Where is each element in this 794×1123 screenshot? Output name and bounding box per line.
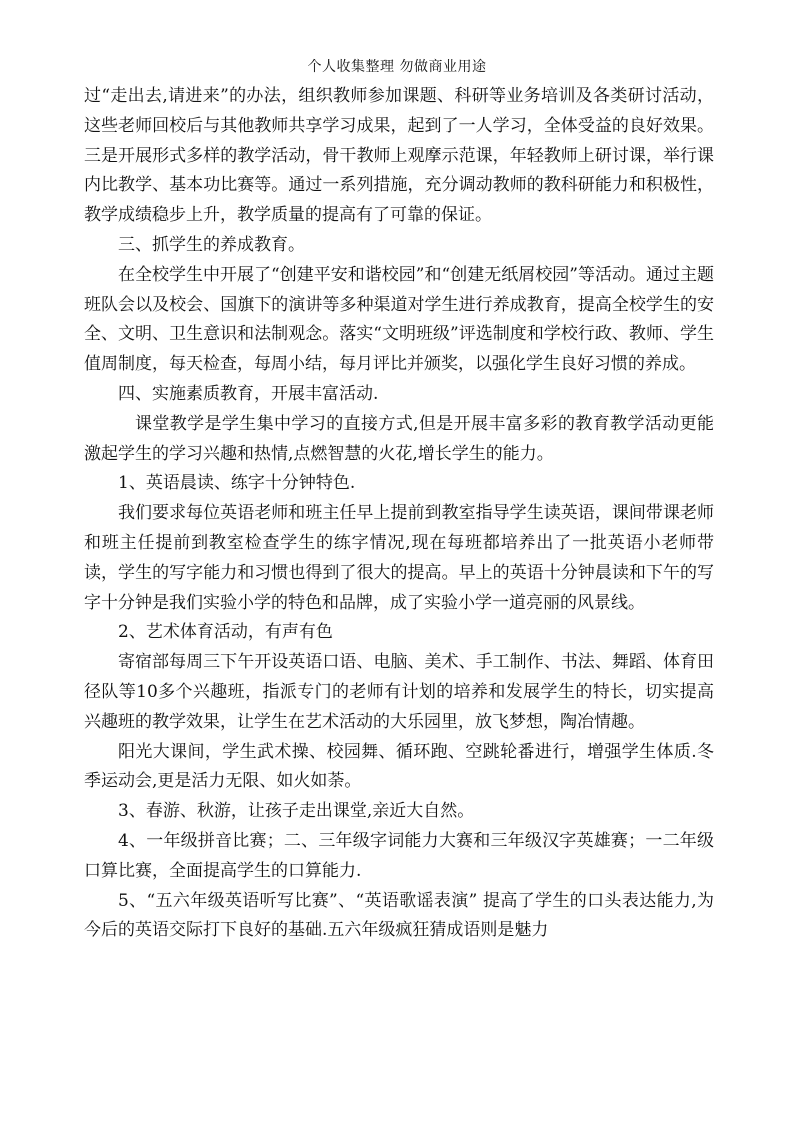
- paragraph-habits: 在全校学生中开展了“创建平安和谐校园”和“创建无纸屑校园”等活动。通过主题班队会以及校会、国旗下的演讲等多种渠道对学生进行养成教育，提高全校学生的安全、文明、卫生意识和法制观念。落实“文明班级”评选制度和学校行政、教师、学生值周制度，每天检查，每周小结，每月评比并颁奖，以强化学生良好习惯的养成。: [84, 264, 714, 375]
- item-competitions: 4、一年级拼音比赛；二、三年级字词能力大赛和三年级汉字英雄赛；一二年级口算比赛，全面提高学生的口算能力.: [84, 830, 714, 881]
- paragraph-english-reading: 我们要求每位英语老师和班主任早上提前到教室指导学生读英语，课间带课老师和班主任提前到教室检查学生的练字情况,现在每班都培养出了一批英语小老师带读，学生的写字能力和习惯也得到了很大的提高。早上的英语十分钟晨读和下午的写字十分钟是我们实验小学的特色和品牌，成了实验小学一道亮丽的风景线。: [84, 503, 714, 613]
- section-heading-habits: 三、抓学生的养成教育。: [118, 234, 305, 255]
- item-spring-autumn-trips: 3、春游、秋游，让孩子走出课堂,亲近大自然。: [118, 801, 475, 822]
- item-english-contests: 5、“五六年级英语听写比赛”、“英语歌谣表演” 提高了学生的口头表达能力,为今后的英语交际打下良好的基础.五六年级疯狂猜成语则是魅力: [84, 890, 714, 941]
- subheading-arts-sports: 2、艺术体育活动，有声有色: [118, 622, 333, 643]
- paragraph-classroom-teaching: 课堂教学是学生集中学习的直接方式,但是开展丰富多彩的教育教学活动更能激起学生的学习兴趣和热情,点燃智慧的火花,增长学生的能力。: [84, 413, 714, 464]
- page-header: 个人收集整理 勿做商业用途: [307, 59, 487, 75]
- paragraph-teacher-training: 过“走出去,请进来”的办法，组织教师参加课题、科研等业务培训及各类研讨活动，这些老师回校后与其他教师共享学习成果，起到了一人学习，全体受益的良好效果。三是开展形式多样的教学活动，骨干教师上观摩示范课，年轻教师上研讨课，举行课内比教学、基本功比赛等。通过一系列措施，充分调动教师的教科研能力和积极性，教学成绩稳步上升，教学质量的提高有了可靠的保证。: [84, 86, 714, 226]
- section-heading-quality-education: 四、实施素质教育，开展丰富活动.: [118, 383, 379, 404]
- paragraph-sunshine-break: 阳光大课间，学生武术操、校园舞、循环跑、空跳轮番进行，增强学生体质.冬季运动会,更是活力无限、如火如荼。: [84, 741, 714, 792]
- subheading-english-reading: 1、英语晨读、练字十分钟特色.: [118, 473, 356, 494]
- paragraph-interest-classes: 寄宿部每周三下午开设英语口语、电脑、美术、手工制作、书法、舞蹈、体育田径队等10多个兴趣班，指派专门的老师有计划的培养和发展学生的特长，切实提高兴趣班的教学效果，让学生在艺术活动的大乐园里，放飞梦想，陶冶情趣。: [84, 652, 714, 732]
- document-body: [84, 82, 714, 946]
